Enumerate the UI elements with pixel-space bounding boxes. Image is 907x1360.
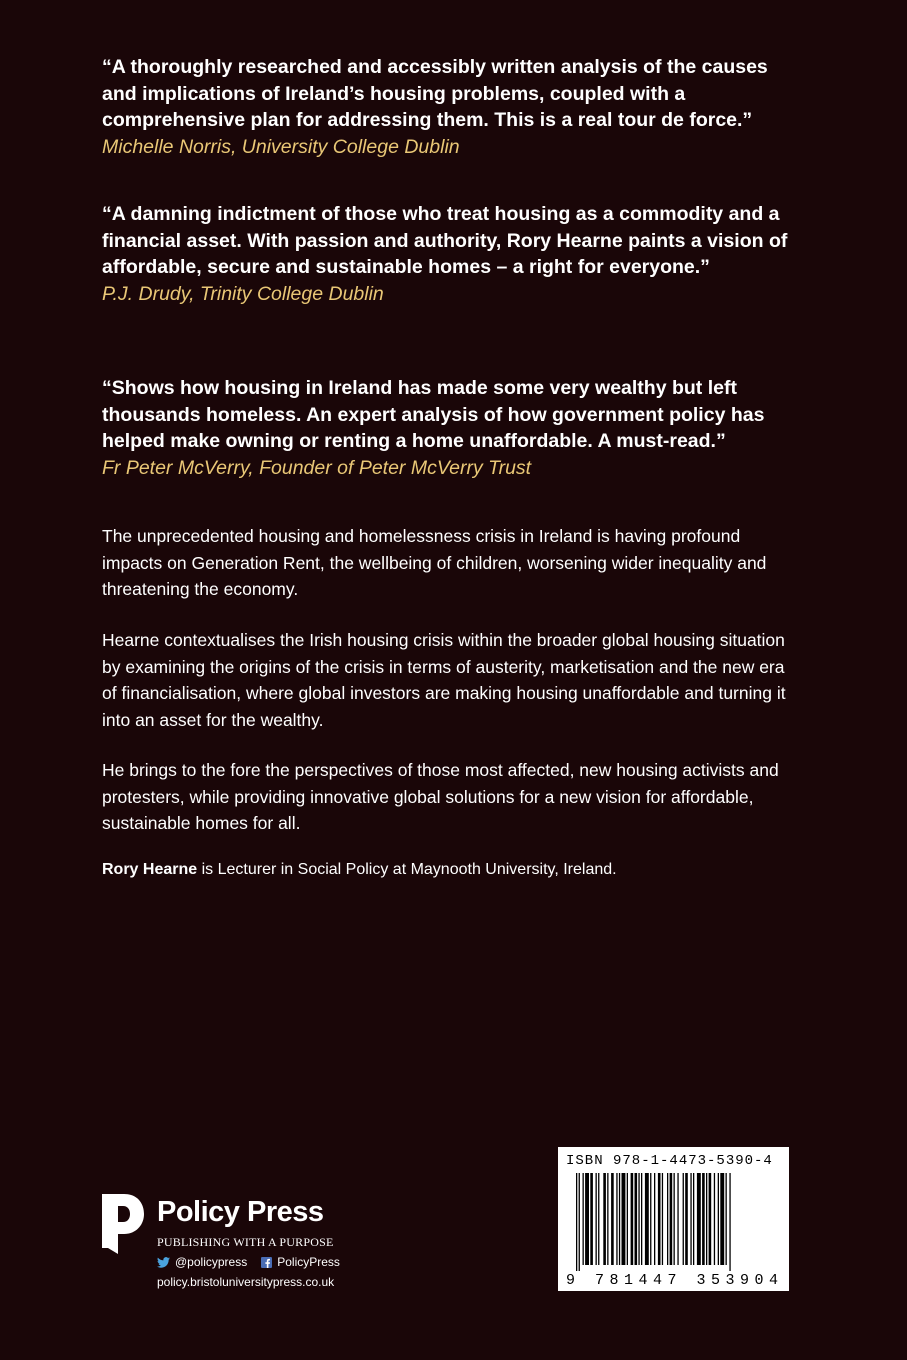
- facebook-label: PolicyPress: [277, 1255, 340, 1269]
- barcode-bar: [590, 1173, 593, 1265]
- quote-attribution: Michelle Norris, University College Dublin: [102, 135, 460, 158]
- barcode-bar: [638, 1173, 639, 1265]
- barcode-bar: [579, 1173, 580, 1271]
- twitter-label: @policypress: [175, 1255, 248, 1269]
- barcode-bar: [641, 1173, 642, 1265]
- review-quote-2: [102, 201, 802, 307]
- twitter-bird-icon: [157, 1257, 170, 1268]
- barcode-bar: [718, 1173, 719, 1265]
- blurb-paragraph-3: He brings to the fore the perspectives of those most affected, new housing activists and protesters, while providing innovative global solutions for a new vision for affordable, sustainable homes for all.: [102, 760, 779, 833]
- author-bio: [102, 858, 802, 882]
- barcode-bar: [611, 1173, 614, 1265]
- barcode-bar: [685, 1173, 688, 1265]
- twitter-handle: [157, 1255, 247, 1269]
- barcode-bar: [706, 1173, 707, 1265]
- barcode-bar: [693, 1173, 694, 1265]
- quote-text: “A thoroughly researched and accessibly written analysis of the causes and implications of Ireland’s housing problems, coupled with a comprehensive plan for addressing them. This is a real tour de force.”: [102, 56, 768, 131]
- barcode-bar: [598, 1173, 599, 1265]
- barcode-bar: [697, 1173, 701, 1265]
- barcode-bar: [702, 1173, 705, 1265]
- barcode-bar: [627, 1173, 628, 1265]
- barcode-bar: [677, 1173, 678, 1265]
- barcode-bar: [720, 1173, 724, 1265]
- publisher-social: [157, 1255, 340, 1269]
- publisher-block: [100, 1192, 400, 1292]
- barcode-bar: [619, 1173, 620, 1265]
- blurb-paragraph-1: The unprecedented housing and homelessness crisis in Ireland is having profound impacts on Generation Rent, the wellbeing of children, worsening wider inequality and threatening the economy.: [102, 526, 767, 599]
- isbn-barcode: [558, 1147, 789, 1291]
- quote-text: “A damning indictment of those who treat housing as a commodity and a financial asset. With passion and authority, Rory Hearne paints a vision of affordable, secure and sustainable homes – a right for everyone.”: [102, 203, 788, 278]
- barcode-bar: [607, 1173, 608, 1265]
- barcode-bar: [714, 1173, 715, 1265]
- barcode-digits: 9 781447 353904: [566, 1272, 778, 1287]
- policy-press-logo-icon: [100, 1192, 146, 1258]
- publisher-name: Policy Press: [157, 1196, 324, 1228]
- barcode-bar: [674, 1173, 675, 1265]
- barcode-bar: [670, 1173, 673, 1265]
- barcode-bar: [616, 1173, 617, 1265]
- barcode-bar: [603, 1173, 606, 1265]
- isbn-label: ISBN 978-1-4473-5390-4: [566, 1153, 773, 1169]
- barcode-bar: [709, 1173, 712, 1265]
- review-quote-3: [102, 375, 802, 481]
- barcode-bar: [726, 1173, 727, 1265]
- facebook-icon: [261, 1257, 272, 1268]
- barcode-bar: [635, 1173, 638, 1265]
- barcode-bar: [645, 1173, 649, 1265]
- quote-attribution: P.J. Drudy, Trinity College Dublin: [102, 282, 384, 305]
- blurb-paragraph-2: Hearne contextualises the Irish housing crisis within the broader global housing situation by examining the origins of the crisis in terms of austerity, marketisation and the new era of financialisation, where global investors are making housing unaffordable and turning it into an asset for the wealthy.: [102, 630, 786, 730]
- barcode-bar: [662, 1173, 663, 1265]
- barcode-icon: [564, 1173, 783, 1287]
- barcode-bar: [690, 1173, 691, 1265]
- barcode-bar: [667, 1173, 668, 1265]
- barcode-bar: [576, 1173, 577, 1271]
- publisher-url: policy.bristoluniversitypress.co.uk: [157, 1275, 335, 1289]
- barcode-bar: [658, 1173, 661, 1265]
- review-quote-1: [102, 54, 802, 160]
- quote-text: “Shows how housing in Ireland has made some very wealthy but left thousands homeless. An expert analysis of how government policy has helped make owning or renting a home unaffordable. A must-read.”: [102, 377, 765, 452]
- barcode-bar: [654, 1173, 655, 1265]
- quote-attribution: Fr Peter McVerry, Founder of Peter McVerry Trust: [102, 456, 532, 479]
- barcode-bar: [622, 1173, 626, 1265]
- barcode-bar: [585, 1173, 589, 1265]
- barcode-bar: [583, 1173, 584, 1265]
- barcode-bar: [596, 1173, 597, 1265]
- barcode-bar: [683, 1173, 684, 1265]
- author-bio-text: is Lecturer in Social Policy at Maynooth University, Ireland.: [197, 861, 617, 878]
- barcode-bar: [650, 1173, 651, 1265]
- publisher-tagline: PUBLISHING WITH A PURPOSE: [157, 1235, 334, 1249]
- author-name: Rory Hearne: [102, 861, 198, 878]
- barcode-bar: [631, 1173, 634, 1265]
- facebook-handle: [261, 1255, 340, 1269]
- barcode-bar: [729, 1173, 730, 1271]
